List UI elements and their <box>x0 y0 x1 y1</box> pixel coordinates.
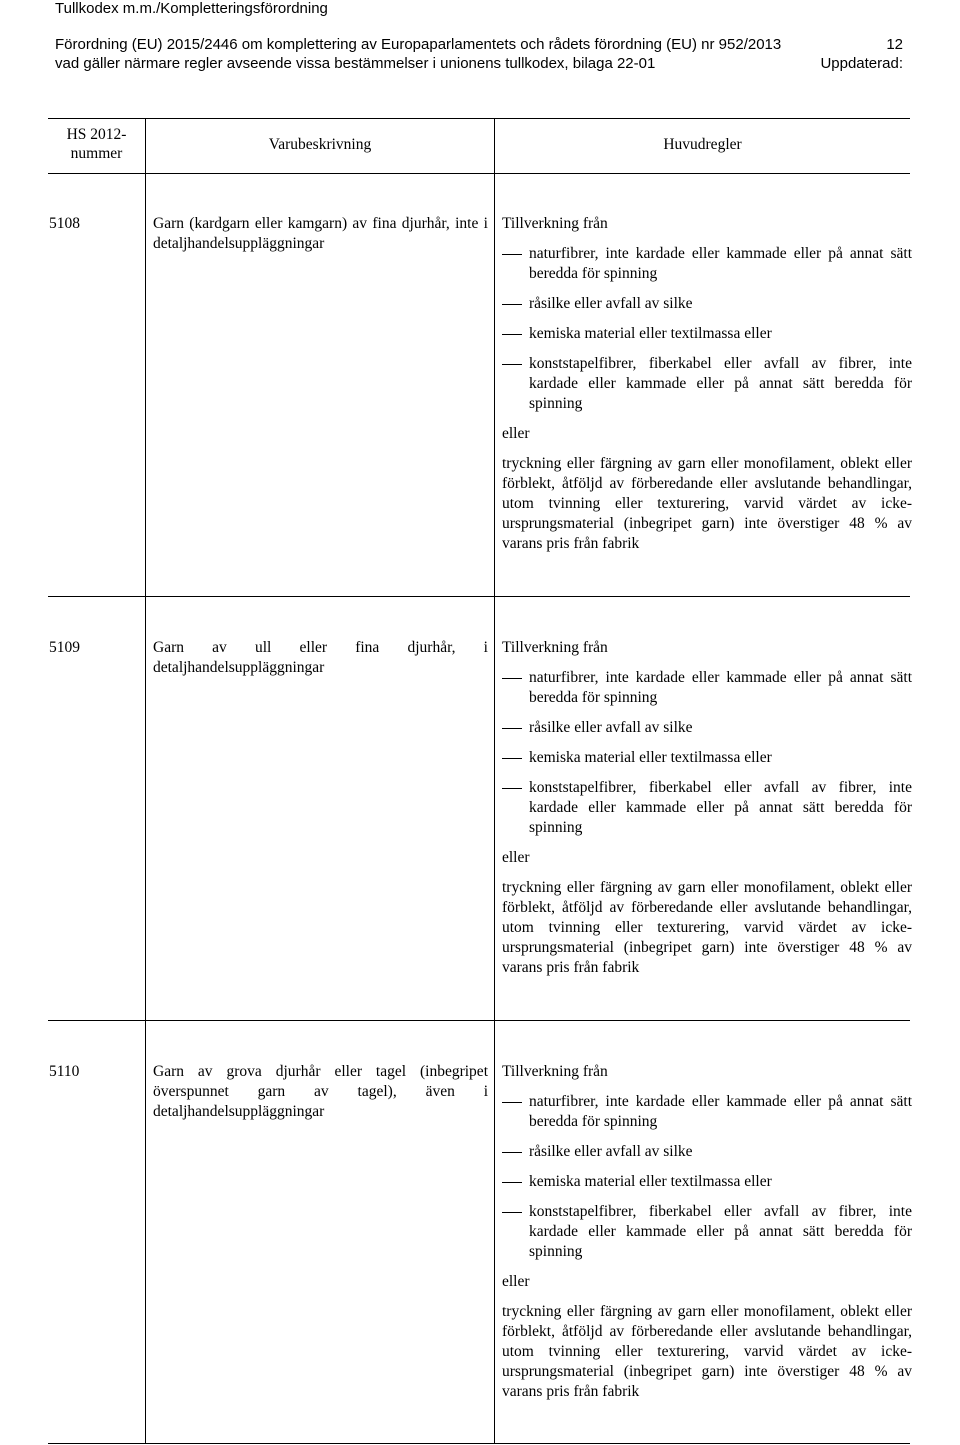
rules-dash-item: råsilke eller avfall av silke <box>502 1142 912 1162</box>
rules-dash-item: kemiska material eller textilmassa eller <box>502 324 912 344</box>
document-title-line-1: Förordning (EU) 2015/2446 om komplettering av Europaparlamentets och rådets förordning (EU) nr 952/2013 <box>55 36 782 53</box>
hs-code: 5108 <box>49 215 80 232</box>
column-header-hs-line-1: HS 2012- <box>66 126 127 143</box>
rules-or: eller <box>502 425 530 442</box>
rules-dash-item: konststapelfibrer, fiberkabel eller avfall av fibrer, inte kardade eller kammade eller på annat sätt beredda för spinning <box>502 1202 912 1262</box>
rules-alternative: tryckning eller färgning av garn eller monofilament, oblekt eller förblekt, åtföljd av förberedande eller avslutande behandlingar, utom tvinning eller texturering, varvid värdet av icke-ursprungsmaterial (inbegripet garn) inte överstiger 48 % av varans pris från fabrik <box>502 1303 912 1400</box>
column-divider-1 <box>145 118 146 1444</box>
rules-dash-item: råsilke eller avfall av silke <box>502 294 912 314</box>
rules-cell <box>502 638 912 978</box>
rules-alternative: tryckning eller färgning av garn eller monofilament, oblekt eller förblekt, åtföljd av förberedande eller avslutande behandlingar, utom tvinning eller texturering, varvid värdet av icke-ursprungsmaterial (inbegripet garn) inte överstiger 48 % av varans pris från fabrik <box>502 879 912 976</box>
header-bottom-rule <box>48 173 910 174</box>
rules-intro: Tillverkning från <box>502 1063 608 1080</box>
rules-dash-item: naturfibrer, inte kardade eller kammade eller på annat sätt beredda för spinning <box>502 1092 912 1132</box>
rules-cell <box>502 1062 912 1402</box>
rules-alternative: tryckning eller färgning av garn eller monofilament, oblekt eller förblekt, åtföljd av förberedande eller avslutande behandlingar, utom tvinning eller texturering, varvid värdet av icke-ursprungsmaterial (inbegripet garn) inte överstiger 48 % av varans pris från fabrik <box>502 455 912 552</box>
document-title-line-2: vad gäller närmare regler avseende vissa bestämmelser i unionens tullkodex, bilaga 22-01 <box>55 55 656 72</box>
rules-dash-item: råsilke eller avfall av silke <box>502 718 912 738</box>
column-header-rules: Huvudregler <box>663 136 742 153</box>
row-divider-1 <box>48 596 910 597</box>
column-header-hs-line-2: nummer <box>70 145 123 162</box>
rules-or: eller <box>502 849 530 866</box>
rules-cell <box>502 214 912 554</box>
rules-or: eller <box>502 1273 530 1290</box>
rules-dash-item: kemiska material eller textilmassa eller <box>502 1172 912 1192</box>
page-number: 12 <box>886 36 903 53</box>
updated-label: Uppdaterad: <box>820 55 903 72</box>
hs-code: 5109 <box>49 639 80 656</box>
column-header-description: Varubeskrivning <box>268 136 372 153</box>
goods-description: Garn (kardgarn eller kamgarn) av fina djurhår, inte i detaljhandelsuppläggningar <box>153 215 488 252</box>
rules-dash-item: konststapelfibrer, fiberkabel eller avfall av fibrer, inte kardade eller kammade eller på annat sätt beredda för spinning <box>502 778 912 838</box>
breadcrumb: Tullkodex m.m./Kompletteringsförordning <box>55 0 328 17</box>
column-divider-2 <box>494 118 495 1444</box>
rules-intro: Tillverkning från <box>502 639 608 656</box>
table-top-rule <box>48 118 910 119</box>
hs-code: 5110 <box>49 1063 80 1080</box>
rules-dash-item: konststapelfibrer, fiberkabel eller avfall av fibrer, inte kardade eller kammade eller på annat sätt beredda för spinning <box>502 354 912 414</box>
goods-description: Garn av ull eller fina djurhår, i detaljhandelsuppläggningar <box>153 639 488 676</box>
column-header-hs-number <box>48 125 145 163</box>
table-bottom-rule <box>48 1443 910 1444</box>
rules-dash-item: naturfibrer, inte kardade eller kammade eller på annat sätt beredda för spinning <box>502 668 912 708</box>
rules-dash-item: kemiska material eller textilmassa eller <box>502 748 912 768</box>
goods-description: Garn av grova djurhår eller tagel (inbegripet överspunnet garn av tagel), även i detaljhandelsuppläggningar <box>153 1063 488 1120</box>
rules-dash-item: naturfibrer, inte kardade eller kammade eller på annat sätt beredda för spinning <box>502 244 912 284</box>
rules-intro: Tillverkning från <box>502 215 608 232</box>
row-divider-2 <box>48 1020 910 1021</box>
